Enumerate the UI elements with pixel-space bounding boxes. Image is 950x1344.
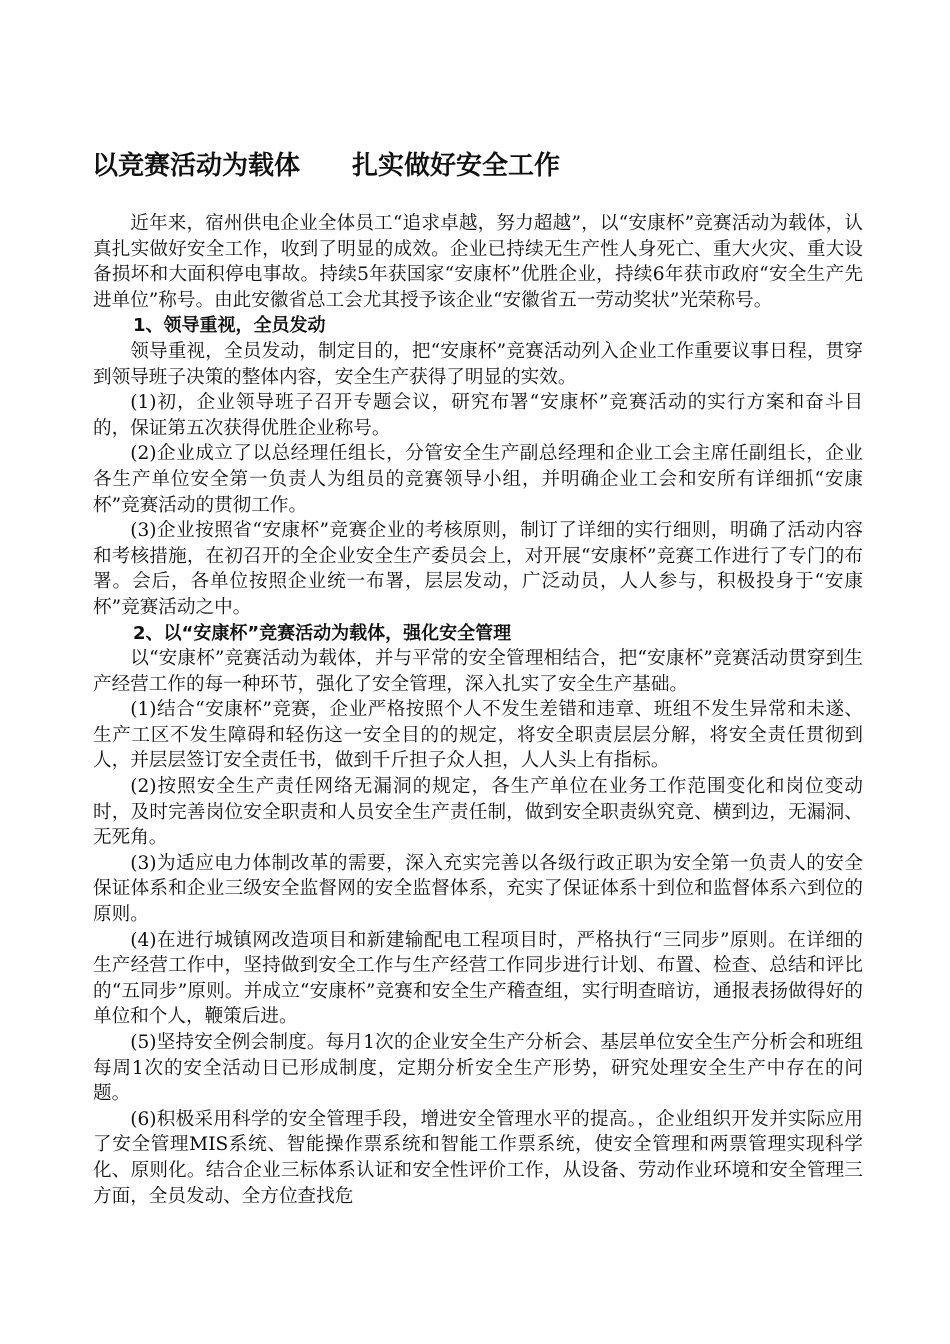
document-body <box>93 211 863 1209</box>
paragraph: (6)积极采用科学的安全管理手段，增进安全管理水平的提高。，企业组织开发并实际应用了安全管理MIS系统、智能操作票系统和智能工作票系统，使安全管理和两票管理实现科学化、原则化。结合企业三标体系认证和安全性评价工作，从设备、劳动作业环境和安全管理三方面，全员发动、全方位查找危 <box>93 1108 863 1207</box>
paragraph: (4)在进行城镇网改造项目和新建输配电工程项目时，严格执行“三同步”原则。在详细的生产经营工作中，坚持做到安全工作与生产经营工作同步进行计划、布置、检查、总结和评比的“五同步”原则。并成立“安康杯”竞赛和安全生产稽查组，实行明查暗访，通报表扬做得好的单位和个人，鞭策后进。 <box>93 929 863 1028</box>
paragraph-intro: 近年来，宿州供电企业全体员工“追求卓越，努力超越”，以“安康杯”竞赛活动为载体，认真扎实做好安全工作，收到了明显的成效。企业已持续无生产性人身死亡、重大火灾、重大设备损坏和大面积停电事故。持续5年获国家“安康杯”优胜企业，持续6年获市政府“安全生产先进单位”称号。由此安徽省总工会尤其授予该企业“安徽省五一劳动奖状”光荣称号。 <box>93 213 863 311</box>
paragraph: (3)企业按照省“安康杯”竞赛企业的考核原则，制订了详细的实行细则，明确了活动内容和考核措施，在初召开的全企业安全生产委员会上，对开展“安康杯”竞赛工作进行了专门的布署。会后，各单位按照企业统一布署，层层发动，广泛动员，人人参与，积极投身于“安康杯”竞赛活动之中。 <box>93 520 863 618</box>
section-heading-2: 2、以“安康杯”竞赛活动为载体，强化安全管理 <box>133 622 512 644</box>
section-heading-1: 1、领导重视，全员发动 <box>133 315 326 337</box>
paragraph: (5)坚持安全例会制度。每月1次的企业安全生产分析会、基层单位安全生产分析会和班组每周1次的安全活动日已形成制度，定期分析安全生产形势，研究处理安全生产中存在的问题。 <box>93 1032 863 1105</box>
paragraph: 以“安康杯”竞赛活动为载体，并与平常的安全管理相结合，把“安康杯”竞赛活动贯穿到生产经营工作的每一种环节，强化了安全管理，深入扎实了安全生产基础。 <box>93 648 863 695</box>
paragraph: (2)企业成立了以总经理任组长，分管安全生产副总经理和企业工会主席任副组长，企业各生产单位安全第一负责人为组员的竞赛领导小组，并明确企业工会和安所有详细抓“安康杯”竞赛活动的贯彻工作。 <box>93 443 863 516</box>
paragraph: (1)结合“安康杯”竞赛，企业严格按照个人不发生差错和违章、班组不发生异常和未遂、生产工区不发生障碍和轻伤这一安全目的的规定，将安全职责层层分解，将安全责任贯彻到人，并层层签订安全责任书，做到千斤担子众人担，人人头上有指标。 <box>93 699 863 772</box>
paragraph: (2)按照安全生产责任网络无漏洞的规定，各生产单位在业务工作范围变化和岗位变动时，及时完善岗位安全职责和人员安全生产责任制，做到安全职责纵究竟、横到边，无漏洞、无死角。 <box>93 776 863 849</box>
paragraph: (3)为适应电力体制改革的需要，深入充实完善以各级行政正职为安全第一负责人的安全保证体系和企业三级安全监督网的安全监督体系，充实了保证体系十到位和监督体系六到位的原则。 <box>93 852 863 926</box>
paragraph: (1)初，企业领导班子召开专题会议，研究布署“安康杯”竞赛活动的实行方案和奋斗目的，保证第五次获得优胜企业称号。 <box>93 392 863 439</box>
paragraph: 领导重视，全员发动，制定目的，把“安康杯”竞赛活动列入企业工作重要议事日程，贯穿到领导班子决策的整体内容，安全生产获得了明显的实效。 <box>93 340 863 388</box>
document-title: 以竞赛活动为载体 扎实做好安全工作 <box>92 151 561 181</box>
